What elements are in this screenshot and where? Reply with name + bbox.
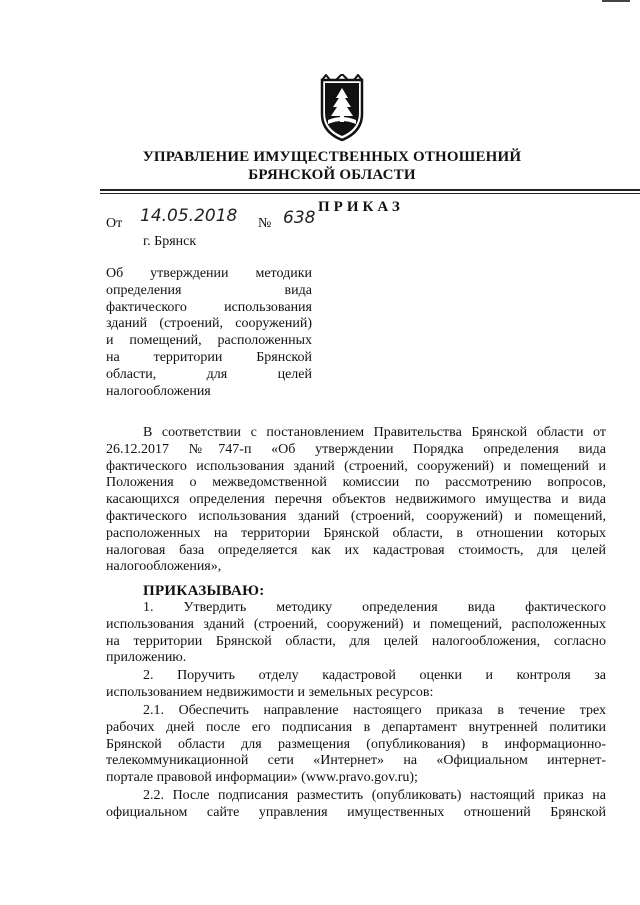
paragraph-2 [106, 668, 606, 702]
text-line: 2. Поручить отделу кадастровой оценки и контроля за [143, 668, 606, 683]
text-line: касающихся определения перечня объектов недвижимого имущества и вида [106, 492, 606, 508]
subject-line: фактического использования [106, 299, 312, 315]
text-line: приложению. [106, 650, 187, 666]
org-title-line2: БРЯНСКОЙ ОБЛАСТИ [248, 167, 416, 183]
header-rule-thin [100, 193, 640, 194]
doc-type: ПРИКАЗ [318, 199, 404, 215]
text-line: Брянской области для размещения (опубликования) в информационно- [106, 736, 606, 752]
text-line: В соответствии с постановлением Правительства Брянской области от [143, 425, 606, 440]
text-line: фактического использования зданий (строений, сооружений) и помещений и [106, 458, 606, 474]
text-line: 1. Утвердить методику определения вида фактического [143, 600, 606, 615]
text-line: налогообложения», [106, 559, 222, 575]
text-line: 2.2. После подписания разместить (опубликовать) настоящий приказ на [143, 788, 606, 803]
paragraph-2-1 [106, 703, 606, 787]
city: г. Брянск [143, 234, 197, 249]
text-line: на территории Брянской области, для целей налогообложения, согласно [106, 633, 606, 649]
text-line: использования зданий (строений, сооружений) и помещений, расположенных [106, 616, 606, 632]
text-line: рабочих дней после его подписания в департамент внутренней политики [106, 719, 606, 735]
bryansk-coat-of-arms-icon [316, 74, 368, 142]
subject-line: зданий (строений, сооружений) [106, 316, 312, 332]
number-label: № [258, 216, 272, 231]
subject-line: на территории Брянской [106, 349, 312, 365]
text-line: 26.12.2017 №747-п «Об утверждении Порядка определения вида [106, 441, 606, 457]
header-rule-thick [100, 189, 640, 191]
subject-block [106, 266, 312, 400]
text-line: использованием недвижимости и земельных ресурсов: [106, 684, 434, 700]
text-line: 2.1. Обеспечить направление настоящего приказа в течение трех [143, 703, 606, 718]
subject-line: области, для целей [106, 366, 312, 382]
subject-line: определения вида [106, 282, 312, 298]
text-line: официальном сайте управления имущественных отношений Брянской [106, 804, 606, 820]
org-title-line1: УПРАВЛЕНИЕ ИМУЩЕСТВЕННЫХ ОТНОШЕНИЙ [142, 149, 522, 165]
text-line: налоговая база определяется как их кадастровая стоимость, для целей [106, 542, 606, 558]
text-line: расположенных на территории Брянской области, в отношении которых [106, 525, 606, 541]
date-label: От [106, 216, 123, 231]
subject-line: и помещений, расположенных [106, 333, 312, 349]
handwritten-number: 638 [283, 208, 316, 228]
intro-paragraph [106, 425, 606, 576]
paragraph-2-2 [106, 788, 606, 822]
order-heading: ПРИКАЗЫВАЮ: [143, 583, 265, 599]
text-line: портале правовой информации» (www.pravo.gov.ru); [106, 770, 418, 786]
paragraph-1 [106, 600, 606, 667]
text-line: Положения о межведомственной комиссии по рассмотрению вопросов, [106, 475, 606, 491]
scan-mark [602, 0, 630, 2]
text-line: фактического использования зданий (строений, сооружений) и помещений, [106, 508, 606, 524]
subject-line: налогообложения [106, 383, 211, 399]
handwritten-date: 14.05.2018 [140, 206, 238, 226]
subject-line: Об утверждении методики [106, 266, 312, 281]
text-line: телекоммуникационной сети «Интернет» на «Официальном интернет- [106, 753, 606, 769]
